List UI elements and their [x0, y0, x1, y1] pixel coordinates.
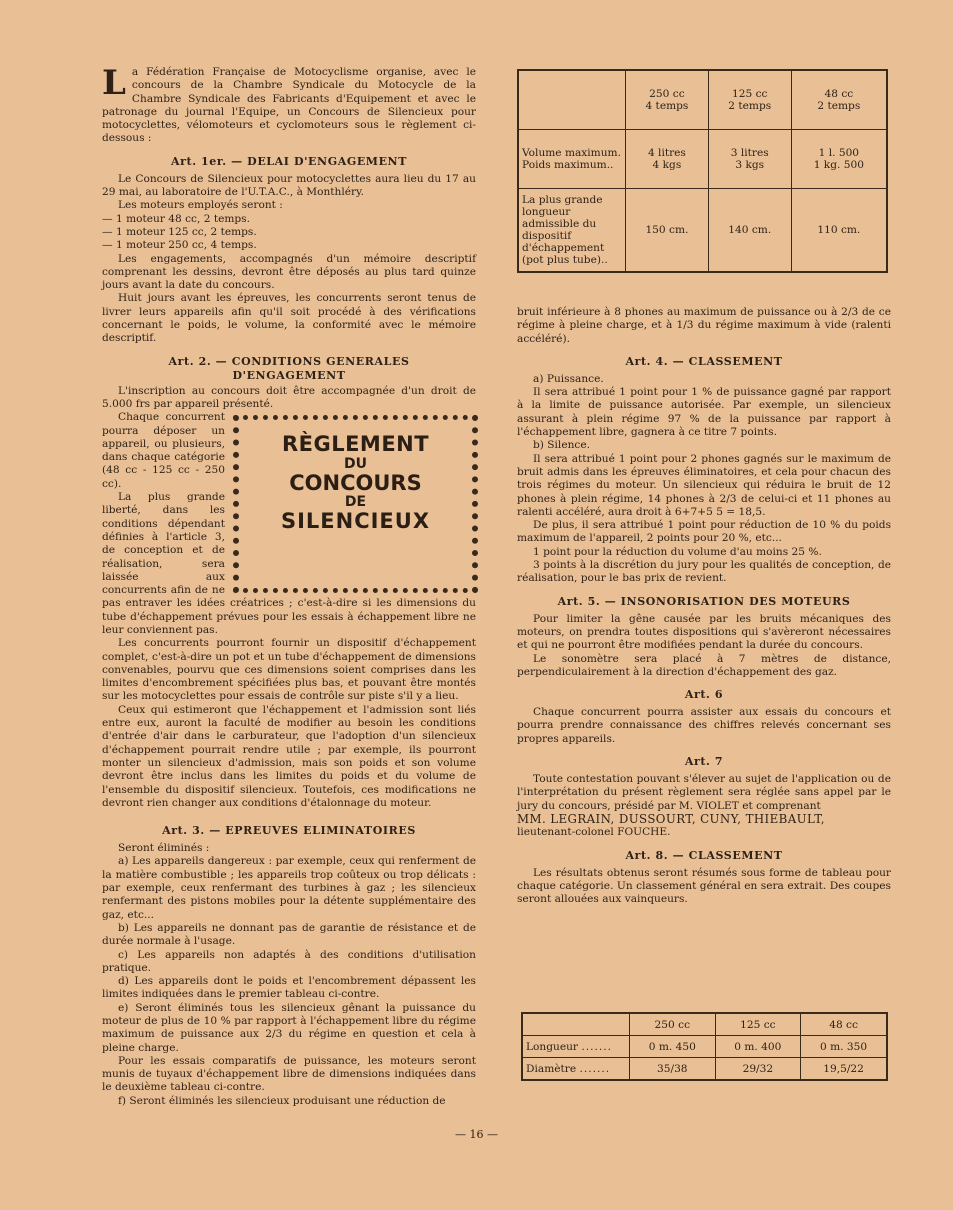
- art2-paragraph: Chaque concurrent pourra déposer un appareil, ou plusieurs, dans chaque catégorie (48 cc - 125 cc - 250 cc).: [102, 411, 225, 490]
- table-cell: 4 litres 4 kgs: [626, 130, 709, 189]
- title-line-concours: CONCOURS: [289, 470, 422, 495]
- table-cell: 3 litres 3 kgs: [708, 130, 791, 189]
- title-box: [233, 415, 478, 593]
- art1-paragraph: Le Concours de Silencieux pour motocyclettes aura lieu du 17 au 29 mai, au laboratoire de l'U.T.A.C., à Monthléry.: [102, 172, 476, 199]
- table-cell: 19,5/22: [801, 1058, 887, 1081]
- art3-item-c: c) Les appareils non adaptés à des conditions d'utilisation pratique.: [102, 948, 476, 974]
- art3-item-f: f) Seront éliminés les silencieux produisant une réduction de: [118, 1094, 446, 1107]
- table-cell: 110 cm.: [791, 189, 887, 273]
- art4-paragraph: 3 points à la discrétion du jury pour les qualités de conception, de réalisation, pour le bas prix de revient.: [517, 559, 891, 585]
- art5-heading: Art. 5. — INSONORISATION DES MOTEURS: [557, 594, 851, 608]
- art6-paragraph: Chaque concurrent pourra assister aux essais du concours et pourra prendre connaissance des chiffres relevés concernant ses propres appareils.: [517, 706, 891, 745]
- dot-leader: .......: [581, 1040, 612, 1053]
- left-column: [102, 63, 476, 1108]
- drop-cap: L: [102, 63, 126, 103]
- art2-heading-line1: Art. 2. — CONDITIONS GENERALES: [168, 354, 410, 368]
- table-cell: 0 m. 350: [801, 1036, 887, 1058]
- title-line-silencieux: SILENCIEUX: [280, 509, 431, 534]
- page-number: — 16 —: [455, 1128, 498, 1141]
- art1-heading: Art. 1er. — DELAI D'ENGAGEMENT: [170, 154, 408, 168]
- art2-paragraph: La plus grande liberté, dans les conditions dépendant définies à l'article 3, de conception et de réalisation, sera laissée aux concurrents afin de ne pas entraver les idées créatrices ; c'est-à-dire si les dimensions du tube d'échappement prévues pour les essais à échappement libre ne leur conviennent pas.: [102, 491, 476, 636]
- exhaust-dimensions-table: [521, 1012, 888, 1081]
- limits-table: [517, 69, 888, 273]
- title-line-de: DE: [344, 494, 367, 511]
- table-row: [522, 1058, 887, 1081]
- table-cell: 150 cm.: [626, 189, 709, 273]
- engine-item: — 1 moteur 125 cc, 2 temps.: [102, 225, 257, 238]
- table-row-label: Volume maximum. Poids maximum..: [518, 130, 626, 189]
- table-row-label: [522, 1058, 630, 1081]
- engine-item: — 1 moteur 48 cc, 2 temps.: [102, 212, 250, 225]
- art4-paragraph: 1 point pour la réduction du volume d'au moins 25 %.: [533, 545, 822, 558]
- dotted-frame: [233, 415, 478, 593]
- table-header: 250 cc: [630, 1013, 716, 1036]
- art3-heading: Art. 3. — EPREUVES ELIMINATOIRES: [162, 824, 416, 838]
- table-row: [518, 70, 887, 130]
- table-row: [522, 1013, 887, 1036]
- table-row: [522, 1036, 887, 1058]
- art4-heading: Art. 4. — CLASSEMENT: [625, 354, 783, 368]
- art8-paragraph: Les résultats obtenus seront résumés sous forme de tableau pour chaque catégorie. Un classement général en sera extrait. Des coupes seront allouées aux vainqueurs.: [517, 866, 891, 906]
- art3-intro: Seront éliminés :: [118, 842, 210, 855]
- right-column: [517, 306, 891, 906]
- table-cell: 0 m. 400: [715, 1036, 801, 1058]
- art7-paragraph: Toute contestation pouvant s'élever au sujet de l'application ou de l'interprétation du présent règlement sera réglée sans appel par le jury du concours, présidé par M. VIOLET et comprenant: [517, 773, 891, 812]
- art1-engines-intro: Les moteurs employés seront :: [118, 199, 283, 212]
- table-cell: 29/32: [715, 1058, 801, 1081]
- art6-heading: Art. 6: [684, 688, 724, 702]
- art4-subheading-b: b) Silence.: [533, 439, 590, 452]
- row-label-text: Longueur: [526, 1040, 578, 1053]
- title-line-reglement: RÈGLEMENT: [281, 432, 430, 457]
- dot-leader: .......: [579, 1062, 611, 1075]
- table-row-label: La plus grande longueur admissible du dispositif d'échappement (pot plus tube)..: [518, 189, 626, 273]
- table-row-label: [522, 1036, 630, 1058]
- art7-heading: Art. 7: [684, 755, 724, 769]
- intro-text: a Fédération Française de Motocyclisme organise, avec le concours de la Chambre Syndicale du Motocycle de la Chambre Syndicale des Fabricants d'Equipement et avec le patronage du journal l'Equipe, un Concours de Silencieux pour motocyclettes, vélomoteurs et cyclomoteurs sous le règlement ci-dessous :: [102, 66, 476, 145]
- art5-paragraph: Pour limiter la gêne causée par les bruits mécaniques des moteurs, on prendra toutes dispositions qui s'avèreront nécessaires et qui ne pourront être modifiées pendant la durée du concours.: [517, 612, 891, 652]
- table-cell: 1 l. 500 1 kg. 500: [791, 130, 887, 189]
- art2-paragraph: Ceux qui estimeront que l'échappement et l'admission sont liés entre eux, auront la faculté de modifier au besoin les conditions d'entrée d'air dans le carburateur, que l'adoption d'un silencieux d'échappement pourrait rendre utile ; par exemple, ils pourront monter un silencieux d'admission, mais son poids et son volume devront être inclus dans les limites du poids et du volume de l'ensemble du dispositif silencieux. Toutefois, ces modifications ne devront rien changer aux conditions d'étalonnage du moteur.: [102, 703, 476, 809]
- row-label-text: Diamètre: [526, 1062, 577, 1075]
- table-header: 250 cc 4 temps: [626, 70, 709, 130]
- table-header: 125 cc: [715, 1013, 801, 1036]
- art1-paragraph: Les engagements, accompagnés d'un mémoire descriptif comprenant les dessins, devront être déposés au plus tard quinze jours avant la date du concours.: [102, 252, 476, 292]
- art3-item-e: e) Seront éliminés tous les silencieux gênant la puissance du moteur de plus de 10 % par rapport à l'échappement libre du régime maximum de puissance aux 2/3 du régime en question et cela à pleine charge.: [102, 1001, 476, 1054]
- art3-item-b: b) Les appareils ne donnant pas de garantie de résistance et de durée normale à l'usage.: [102, 921, 476, 948]
- art2-heading-line2: D'ENGAGEMENT: [232, 368, 346, 382]
- art2-paragraph: Les concurrents pourront fournir un dispositif d'échappement complet, c'est-à-dire un pot et un tube d'échappement de dimensions convenables, pourvu que ces dimensions soient comprises dans les limites d'encombrement spécifiées plus bas, et pouvant être montés sur les motocyclettes pour essais de contrôle sur piste s'il y a lieu.: [102, 637, 476, 703]
- art8-heading: Art. 8. — CLASSEMENT: [625, 848, 783, 862]
- table-header: 125 cc 2 temps: [708, 70, 791, 130]
- art3-paragraph: Pour les essais comparatifs de puissance, les moteurs seront munis de tuyaux d'échappement libre de dimensions indiquées dans le deuxième tableau ci-contre.: [102, 1054, 476, 1094]
- table-cell: 35/38: [630, 1058, 716, 1081]
- jury-last: lieutenant-colonel FOUCHE.: [517, 826, 671, 839]
- jury-names: MM. LEGRAIN, DUSSOURT, CUNY, THIEBAULT,: [517, 811, 825, 826]
- art2-heading: [102, 355, 476, 383]
- table-header: 48 cc: [801, 1013, 887, 1036]
- art2-paragraph: L'inscription au concours doit être accompagnée d'un droit de 5.000 frs par appareil présenté.: [102, 384, 476, 410]
- art4-paragraph: Il sera attribué 1 point pour 2 phones gagnés sur le maximum de bruit admis dans les épreuves éliminatoires, et cela pour chacun des trois régimes du moteur. Un silencieux qui réduira le bruit de 12 phones à plein régime, 14 phones à 2/3 de celui-ci et 11 phones au ralenti accéléré, aura droit à 6+7+5 5 = 18,5.: [517, 452, 891, 518]
- table-row: [518, 130, 887, 189]
- table-cell: 0 m. 450: [630, 1036, 716, 1058]
- art4-subheading-a: a) Puissance.: [533, 372, 604, 385]
- intro-paragraph: [102, 63, 476, 146]
- table-cell: 140 cm.: [708, 189, 791, 273]
- table-cell-empty: [522, 1013, 630, 1036]
- art4-paragraph: De plus, il sera attribué 1 point pour réduction de 10 % du poids maximum de l'appareil, 2 points pour 20 %, etc...: [517, 519, 891, 545]
- art3-item-d: d) Les appareils dont le poids et l'encombrement dépassent les limites indiquées dans le premier tableau ci-contre.: [102, 975, 476, 1001]
- art3-item-a: a) Les appareils dangereux : par exemple, ceux qui renferment de la matière combustible ; les appareils trop coûteux ou trop délicats : par exemple, ceux renfermant des turbines à gaz ; les silencieux renfermant des pistons mobiles pour la détente supplémentaire des gaz, etc...: [102, 855, 476, 921]
- table-cell-empty: [518, 70, 626, 130]
- continued-paragraph: bruit inférieure à 8 phones au maximum de puissance ou à 2/3 de ce régime à pleine charge, et à 1/3 du régime maximum à vide (ralenti accéléré).: [517, 306, 891, 345]
- table-row: [518, 189, 887, 273]
- art4-paragraph: Il sera attribué 1 point pour 1 % de puissance gagné par rapport à la limite de puissance autorisée. Par exemple, un silencieux assurant à plein régime 97 % de la puissance par rapport à l'échappement libre, gagnera à ce titre 7 points.: [517, 386, 891, 439]
- art1-paragraph: Huit jours avant les épreuves, les concurrents seront tenus de livrer leurs appareils afin qu'il soit procédé à des vérifications concernant le poids, le volume, la conformité avec le mémoire descriptif.: [102, 292, 476, 345]
- table-header: 48 cc 2 temps: [791, 70, 887, 130]
- title-line-du: DU: [344, 455, 367, 472]
- art5-paragraph: Le sonomètre sera placé à 7 mètres de distance, perpendiculairement à la direction d'échappement des gaz.: [517, 652, 891, 678]
- engine-item: — 1 moteur 250 cc, 4 temps.: [102, 239, 257, 252]
